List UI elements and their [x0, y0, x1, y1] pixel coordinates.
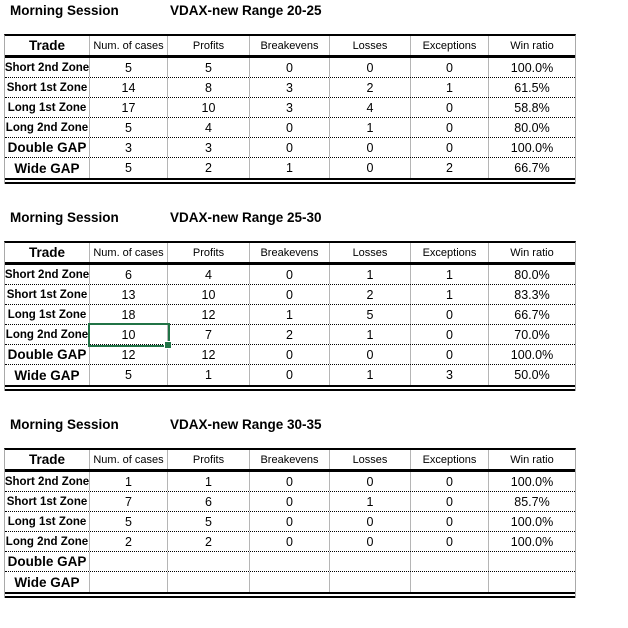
value-cell[interactable]: 0 — [250, 492, 330, 511]
column-header-cell[interactable]: Profits — [168, 450, 250, 469]
value-cell[interactable] — [411, 572, 489, 592]
session-block — [0, 3, 628, 210]
value-cell[interactable]: 2 — [250, 325, 330, 344]
results-table — [4, 241, 576, 391]
value-cell[interactable]: 12 — [168, 305, 250, 324]
value-cell[interactable]: 58.8% — [514, 100, 550, 115]
table-row — [5, 365, 575, 385]
value-cell[interactable]: 2 — [330, 78, 411, 97]
value-cell[interactable]: 6 — [168, 492, 250, 511]
value-cell[interactable] — [90, 552, 168, 571]
value-cell[interactable]: 0 — [250, 58, 330, 77]
value-cell[interactable]: 0 — [411, 138, 489, 157]
column-header-cell[interactable]: Profits — [168, 243, 250, 262]
value-cell[interactable]: 2 — [90, 532, 168, 551]
value-cell[interactable]: 5 — [90, 365, 168, 385]
row-label-cell[interactable]: Long 1st Zone — [5, 98, 90, 117]
value-cell[interactable]: 100.0% — [510, 474, 554, 489]
value-cell[interactable]: 0 — [250, 138, 330, 157]
table-body — [5, 58, 575, 178]
value-cell[interactable]: 0 — [411, 305, 489, 324]
value-cell[interactable]: 3 — [411, 365, 489, 385]
table-row — [5, 552, 575, 572]
range-title-cell[interactable]: VDAX-new Range 25-30 — [170, 210, 322, 225]
session-block — [0, 210, 628, 417]
table-header-row — [5, 36, 575, 58]
value-cell[interactable]: 3 — [168, 138, 250, 157]
value-cell[interactable]: 0 — [411, 532, 489, 551]
value-cell[interactable] — [489, 572, 575, 592]
value-cell[interactable]: 10 — [90, 325, 168, 344]
column-header-cell[interactable]: Trade — [5, 36, 90, 55]
value-cell[interactable]: 5 — [168, 58, 250, 77]
value-cell[interactable]: 1 — [330, 265, 411, 284]
column-header-cell[interactable]: Num. of cases — [90, 36, 168, 55]
session-title-cell[interactable]: Morning Session — [10, 210, 119, 225]
value-cell[interactable]: 0 — [411, 58, 489, 77]
value-cell[interactable]: 1 — [168, 365, 250, 385]
value-cell[interactable]: 1 — [411, 78, 489, 97]
range-title-cell[interactable]: VDAX-new Range 30-35 — [170, 417, 322, 432]
value-cell[interactable]: 0 — [330, 158, 411, 178]
column-header-cell[interactable]: Losses — [330, 36, 411, 55]
value-cell[interactable]: 50.0% — [514, 368, 550, 382]
value-cell[interactable]: 100.0% — [510, 534, 554, 549]
column-header-cell[interactable]: Win ratio — [510, 246, 554, 259]
table-row — [5, 572, 575, 592]
value-cell[interactable]: 0 — [250, 472, 330, 491]
row-label-cell[interactable]: Short 2nd Zone — [5, 265, 90, 284]
value-cell[interactable]: 0 — [411, 492, 489, 511]
column-header-cell[interactable]: Exceptions — [411, 36, 489, 55]
row-label-cell[interactable]: Long 2nd Zone — [5, 532, 90, 551]
value-cell[interactable]: 66.7% — [514, 307, 550, 322]
value-cell[interactable]: 3 — [90, 138, 168, 157]
value-cell[interactable]: 12 — [168, 345, 250, 364]
value-cell[interactable]: 5 — [90, 58, 168, 77]
value-cell[interactable]: 0 — [250, 118, 330, 137]
column-header-cell[interactable]: Num. of cases — [90, 450, 168, 469]
table-row — [5, 492, 575, 512]
value-cell[interactable] — [411, 552, 489, 571]
column-header-cell[interactable]: Win ratio — [510, 453, 554, 466]
value-cell[interactable]: 0 — [411, 325, 489, 344]
value-cell[interactable]: 2 — [168, 158, 250, 178]
value-cell[interactable]: 5 — [330, 305, 411, 324]
value-cell[interactable]: 0 — [330, 512, 411, 531]
value-cell[interactable]: 1 — [250, 305, 330, 324]
value-cell[interactable] — [90, 572, 168, 592]
table-row — [5, 158, 575, 178]
column-header-cell[interactable]: Breakevens — [250, 243, 330, 262]
value-cell[interactable]: 5 — [168, 512, 250, 531]
value-cell[interactable]: 7 — [90, 492, 168, 511]
range-title-cell[interactable]: VDAX-new Range 20-25 — [170, 3, 322, 18]
value-cell[interactable]: 0 — [330, 138, 411, 157]
table-bottom-double-border — [5, 178, 575, 184]
row-label-cell[interactable]: Wide GAP — [5, 572, 90, 592]
value-cell[interactable]: 1 — [411, 285, 489, 304]
column-header-cell[interactable]: Exceptions — [411, 243, 489, 262]
row-label-cell[interactable]: Double GAP — [5, 345, 90, 364]
row-label-cell[interactable]: Double GAP — [5, 138, 90, 157]
table-row — [5, 265, 575, 285]
value-cell[interactable]: 83.3% — [514, 287, 550, 302]
value-cell[interactable]: 0 — [250, 265, 330, 284]
table-row — [5, 532, 575, 552]
table-row — [5, 305, 575, 325]
table-bottom-double-border — [5, 385, 575, 391]
results-table — [4, 448, 576, 598]
value-cell[interactable]: 18 — [90, 305, 168, 324]
value-cell[interactable]: 1 — [330, 492, 411, 511]
value-cell[interactable]: 0 — [250, 365, 330, 385]
row-label-cell[interactable]: Short 1st Zone — [5, 492, 90, 511]
row-label-cell[interactable]: Wide GAP — [5, 158, 90, 178]
row-label-cell[interactable]: Double GAP — [5, 552, 90, 571]
value-cell[interactable]: 100.0% — [510, 514, 554, 529]
column-header-cell[interactable]: Trade — [5, 243, 90, 262]
column-header-cell[interactable]: Breakevens — [250, 450, 330, 469]
value-cell[interactable]: 1 — [411, 265, 489, 284]
value-cell[interactable] — [250, 552, 330, 571]
value-cell[interactable]: 2 — [168, 532, 250, 551]
results-table — [4, 34, 576, 184]
value-cell[interactable]: 4 — [330, 98, 411, 117]
table-row — [5, 98, 575, 118]
value-cell[interactable] — [489, 552, 575, 571]
value-cell[interactable]: 1 — [250, 158, 330, 178]
value-cell[interactable]: 100.0% — [510, 347, 554, 362]
value-cell[interactable]: 61.5% — [514, 80, 550, 95]
table-header-row — [5, 243, 575, 265]
value-cell[interactable]: 0 — [411, 118, 489, 137]
value-cell[interactable]: 0 — [411, 98, 489, 117]
value-cell[interactable] — [168, 572, 250, 592]
value-cell[interactable]: 17 — [90, 98, 168, 117]
value-cell[interactable]: 0 — [330, 58, 411, 77]
column-header-cell[interactable]: Losses — [330, 450, 411, 469]
value-cell[interactable]: 0 — [250, 285, 330, 304]
session-block — [0, 417, 628, 624]
column-header-cell[interactable]: Breakevens — [250, 36, 330, 55]
table-row — [5, 345, 575, 365]
value-cell[interactable]: 3 — [250, 98, 330, 117]
value-cell[interactable]: 1 — [168, 472, 250, 491]
table-row — [5, 512, 575, 532]
table-row — [5, 472, 575, 492]
column-header-cell[interactable]: Trade — [5, 450, 90, 469]
table-row — [5, 285, 575, 305]
value-cell[interactable]: 0 — [330, 472, 411, 491]
row-label-cell[interactable]: Short 2nd Zone — [5, 58, 90, 77]
value-cell[interactable]: 80.0% — [514, 267, 550, 282]
value-cell[interactable]: 0 — [411, 345, 489, 364]
value-cell[interactable]: 80.0% — [514, 120, 550, 135]
value-cell[interactable] — [168, 552, 250, 571]
value-cell[interactable]: 10 — [168, 285, 250, 304]
value-cell[interactable] — [250, 572, 330, 592]
value-cell[interactable]: 0 — [330, 345, 411, 364]
table-body — [5, 472, 575, 592]
table-header-row — [5, 450, 575, 472]
value-cell[interactable]: 85.7% — [514, 494, 550, 509]
value-cell[interactable]: 8 — [168, 78, 250, 97]
row-label-cell[interactable]: Long 2nd Zone — [5, 325, 90, 344]
value-cell[interactable]: 3 — [250, 78, 330, 97]
value-cell[interactable]: 100.0% — [510, 140, 554, 155]
table-row — [5, 78, 575, 98]
value-cell[interactable]: 12 — [90, 345, 168, 364]
value-cell[interactable]: 0 — [250, 345, 330, 364]
value-cell[interactable]: 1 — [330, 118, 411, 137]
table-row — [5, 58, 575, 78]
value-cell[interactable]: 0 — [411, 472, 489, 491]
row-label-cell[interactable]: Short 2nd Zone — [5, 472, 90, 491]
value-cell[interactable]: 5 — [90, 512, 168, 531]
row-label-cell[interactable]: Long 1st Zone — [5, 305, 90, 324]
value-cell[interactable]: 100.0% — [510, 60, 554, 75]
value-cell[interactable]: 4 — [168, 265, 250, 284]
row-label-cell[interactable]: Long 1st Zone — [5, 512, 90, 531]
table-row — [5, 118, 575, 138]
value-cell[interactable]: 0 — [250, 532, 330, 551]
value-cell[interactable]: 6 — [90, 265, 168, 284]
column-header-cell[interactable]: Losses — [330, 243, 411, 262]
value-cell[interactable]: 2 — [411, 158, 489, 178]
value-cell[interactable]: 5 — [90, 118, 168, 137]
value-cell[interactable]: 13 — [90, 285, 168, 304]
value-cell[interactable]: 1 — [330, 365, 411, 385]
row-label-cell[interactable]: Wide GAP — [5, 365, 90, 385]
value-cell[interactable]: 2 — [330, 285, 411, 304]
value-cell[interactable]: 0 — [250, 512, 330, 531]
active-cell-selection-border[interactable] — [88, 323, 170, 347]
value-cell[interactable]: 7 — [168, 325, 250, 344]
value-cell[interactable] — [330, 572, 411, 592]
value-cell[interactable]: 0 — [330, 532, 411, 551]
value-cell[interactable]: 14 — [90, 78, 168, 97]
value-cell[interactable]: 0 — [411, 512, 489, 531]
column-header-cell[interactable]: Num. of cases — [90, 243, 168, 262]
value-cell[interactable]: 10 — [168, 98, 250, 117]
session-title-cell[interactable]: Morning Session — [10, 417, 119, 432]
column-header-cell[interactable]: Win ratio — [510, 39, 554, 52]
column-header-cell[interactable]: Exceptions — [411, 450, 489, 469]
session-title-cell[interactable]: Morning Session — [10, 3, 119, 18]
value-cell[interactable]: 66.7% — [514, 161, 550, 175]
column-header-cell[interactable]: Profits — [168, 36, 250, 55]
value-cell[interactable]: 70.0% — [514, 327, 550, 342]
value-cell[interactable]: 1 — [330, 325, 411, 344]
value-cell[interactable]: 1 — [90, 472, 168, 491]
fill-handle[interactable] — [164, 341, 172, 349]
row-label-cell[interactable]: Short 1st Zone — [5, 78, 90, 97]
value-cell[interactable] — [330, 552, 411, 571]
value-cell[interactable]: 4 — [168, 118, 250, 137]
value-cell[interactable]: 5 — [90, 158, 168, 178]
table-bottom-double-border — [5, 592, 575, 598]
row-label-cell[interactable]: Short 1st Zone — [5, 285, 90, 304]
row-label-cell[interactable]: Long 2nd Zone — [5, 118, 90, 137]
table-row — [5, 138, 575, 158]
